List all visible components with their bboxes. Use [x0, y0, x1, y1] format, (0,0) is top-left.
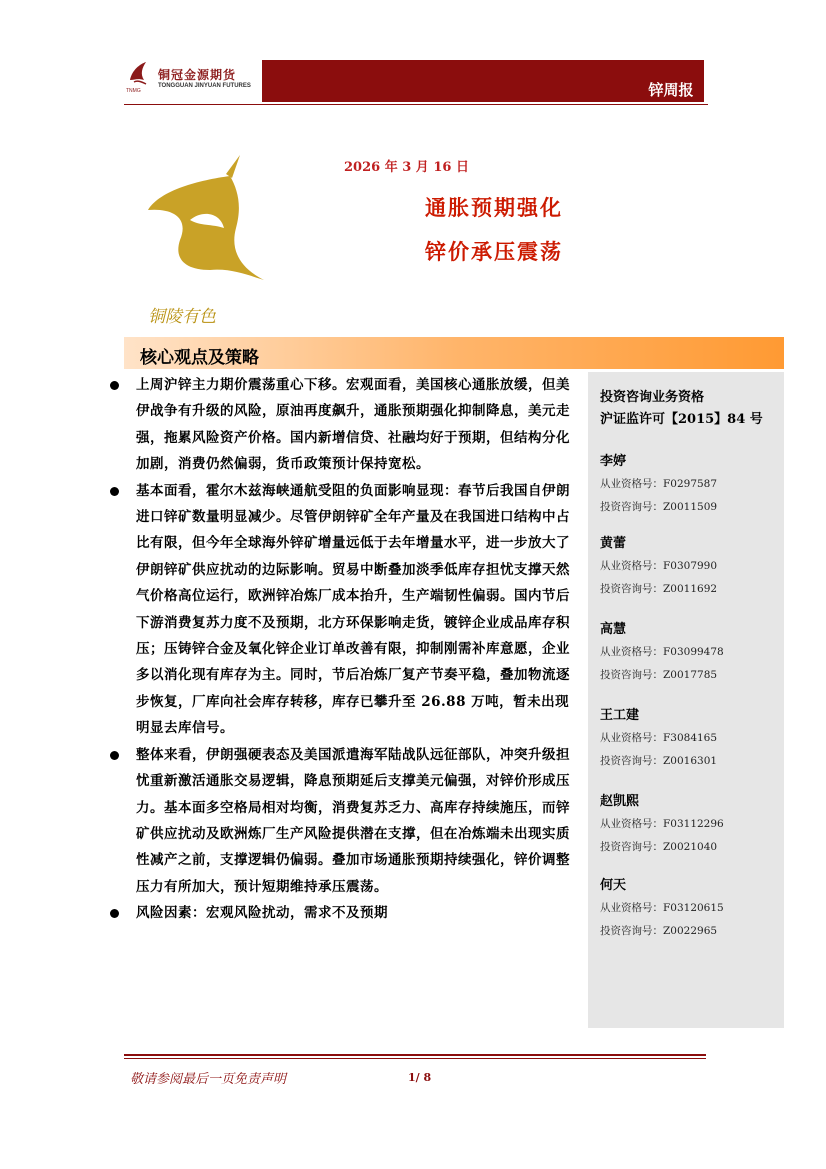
header-bar: [262, 60, 704, 102]
report-type-label: 锌周报: [638, 78, 704, 102]
analyst-practice-id: 从业资格号：F03120615: [600, 902, 724, 914]
bullet-icon: [110, 381, 119, 390]
bullet-icon: [110, 487, 119, 496]
analyst-card: [600, 450, 780, 522]
analyst-consult-id: 投资咨询号：Z0011692: [600, 583, 718, 595]
analyst-card: [600, 874, 780, 946]
analyst-name: 赵凯熙: [600, 794, 640, 809]
analyst-card: [600, 532, 780, 604]
report-date: 2026 年 3 月 16 日: [344, 160, 469, 175]
analyst-card: [600, 618, 780, 690]
emblem-calligraphy: 铜陵有色: [148, 307, 216, 327]
analyst-consult-id: 投资咨询号：Z0011509: [600, 501, 718, 513]
footer-rule: [124, 1054, 706, 1056]
analyst-practice-id: 从业资格号：F03099478: [600, 646, 724, 658]
qualification-title: 投资咨询业务资格: [600, 390, 705, 405]
analyst-practice-id: 从业资格号：F03112296: [600, 818, 724, 830]
analyst-name: 何天: [600, 878, 627, 893]
analyst-practice-id: 从业资格号：F0307990: [600, 560, 718, 572]
analyst-card: [600, 790, 780, 862]
emblem-icon: [140, 150, 270, 330]
footer-rule-thin: [124, 1058, 706, 1059]
company-name-cn: 铜冠金源期货: [158, 68, 237, 82]
analyst-consult-id: 投资咨询号：Z0021040: [600, 841, 718, 853]
section-heading: 核心观点及策略: [140, 348, 259, 368]
paragraph-text: 基本面看，霍尔木兹海峡通航受阻的负面影响显现：春节后我国自伊朗进口锌矿数量明显减少。尽管伊朗锌矿全年产量及在我国进口结构中占比有限，但今年全球海外锌矿增量远低于去年增量水平，进一步放大了伊朗锌矿供应扰动的边际影响。贸易中断叠加淡季低库存担忧支撑天然气价格高位运行，欧洲锌冶炼厂成本抬升，生产端韧性偏弱。国内节后下游消费复苏力度不及预期，北方环保影响走货，镀锌企业成品库存积压；压铸锌合金及氧化锌企业订单改善有限，抑制刚需补库意愿，企业多以消化现有库存为主。同时，节后冶炼厂复产节奏平稳，叠加物流逐步恢复，厂库向社会库存转移，库存已攀升至 26.88 万吨，暂未出现明显去库信号。: [136, 482, 570, 737]
core-view-body: [108, 372, 576, 927]
license-number: 沪证监许可【2015】84 号: [600, 412, 763, 427]
page-number: 1/ 8: [408, 1071, 432, 1084]
report-title-line2: 锌价承压震荡: [425, 239, 563, 264]
analyst-consult-id: 投资咨询号：Z0022965: [600, 925, 718, 937]
analyst-consult-id: 投资咨询号：Z0017785: [600, 669, 718, 681]
analyst-name: 李婷: [600, 454, 627, 469]
disclaimer-note: 敬请参阅最后一页免责声明: [130, 1072, 287, 1087]
company-logo: [124, 58, 264, 98]
paragraph-overall: [108, 742, 576, 900]
paragraph-text: 整体来看，伊朗强硬表态及美国派遣海军陆战队远征部队，冲突升级担忧重新激活通胀交易逻辑，降息预期延后支撑美元偏强，对锌价形成压力。基本面多空格局相对均衡，消费复苏乏力、高库存持续施压，而锌矿供应扰动及欧洲炼厂生产风险提供潜在支撑，但在冶炼端未出现实质性减产之前，支撑逻辑仍偏弱。叠加市场通胀预期持续强化，锌价调整压力有所加大，预计短期维持承压震荡。: [136, 746, 570, 895]
logo-mark-icon: [126, 58, 150, 88]
bullet-icon: [110, 751, 119, 760]
company-name-en: TONGGUAN JINYUAN FUTURES: [158, 83, 251, 89]
company-abbr: TNMG: [126, 88, 141, 94]
bullet-icon: [110, 909, 119, 918]
analyst-sidebar: [588, 372, 784, 1028]
analyst-card: [600, 704, 780, 776]
paragraph-text: 上周沪锌主力期价震荡重心下移。宏观面看，美国核心通胀放缓，但美伊战争有升级的风险，原油再度飙升，通胀预期强化抑制降息，美元走强，拖累风险资产价格。国内新增信贷、社融均好于预期，但结构分化加剧，消费仍然偏弱，货币政策预计保持宽松。: [136, 377, 570, 473]
section-band: [124, 337, 784, 369]
paragraph-macro: [108, 372, 576, 478]
analyst-name: 黄蕾: [600, 536, 627, 551]
analyst-name: 王工建: [600, 708, 640, 723]
analyst-consult-id: 投资咨询号：Z0016301: [600, 755, 718, 767]
analyst-practice-id: 从业资格号：F0297587: [600, 478, 718, 490]
paragraph-text: 风险因素：宏观风险扰动，需求不及预期: [136, 905, 388, 922]
paragraph-risk: [108, 900, 576, 926]
analyst-name: 高慧: [600, 622, 627, 637]
paragraph-fundamentals: [108, 478, 576, 742]
report-title-line1: 通胀预期强化: [425, 195, 563, 220]
analyst-practice-id: 从业资格号：F3084165: [600, 732, 718, 744]
header-rule: [124, 104, 708, 105]
